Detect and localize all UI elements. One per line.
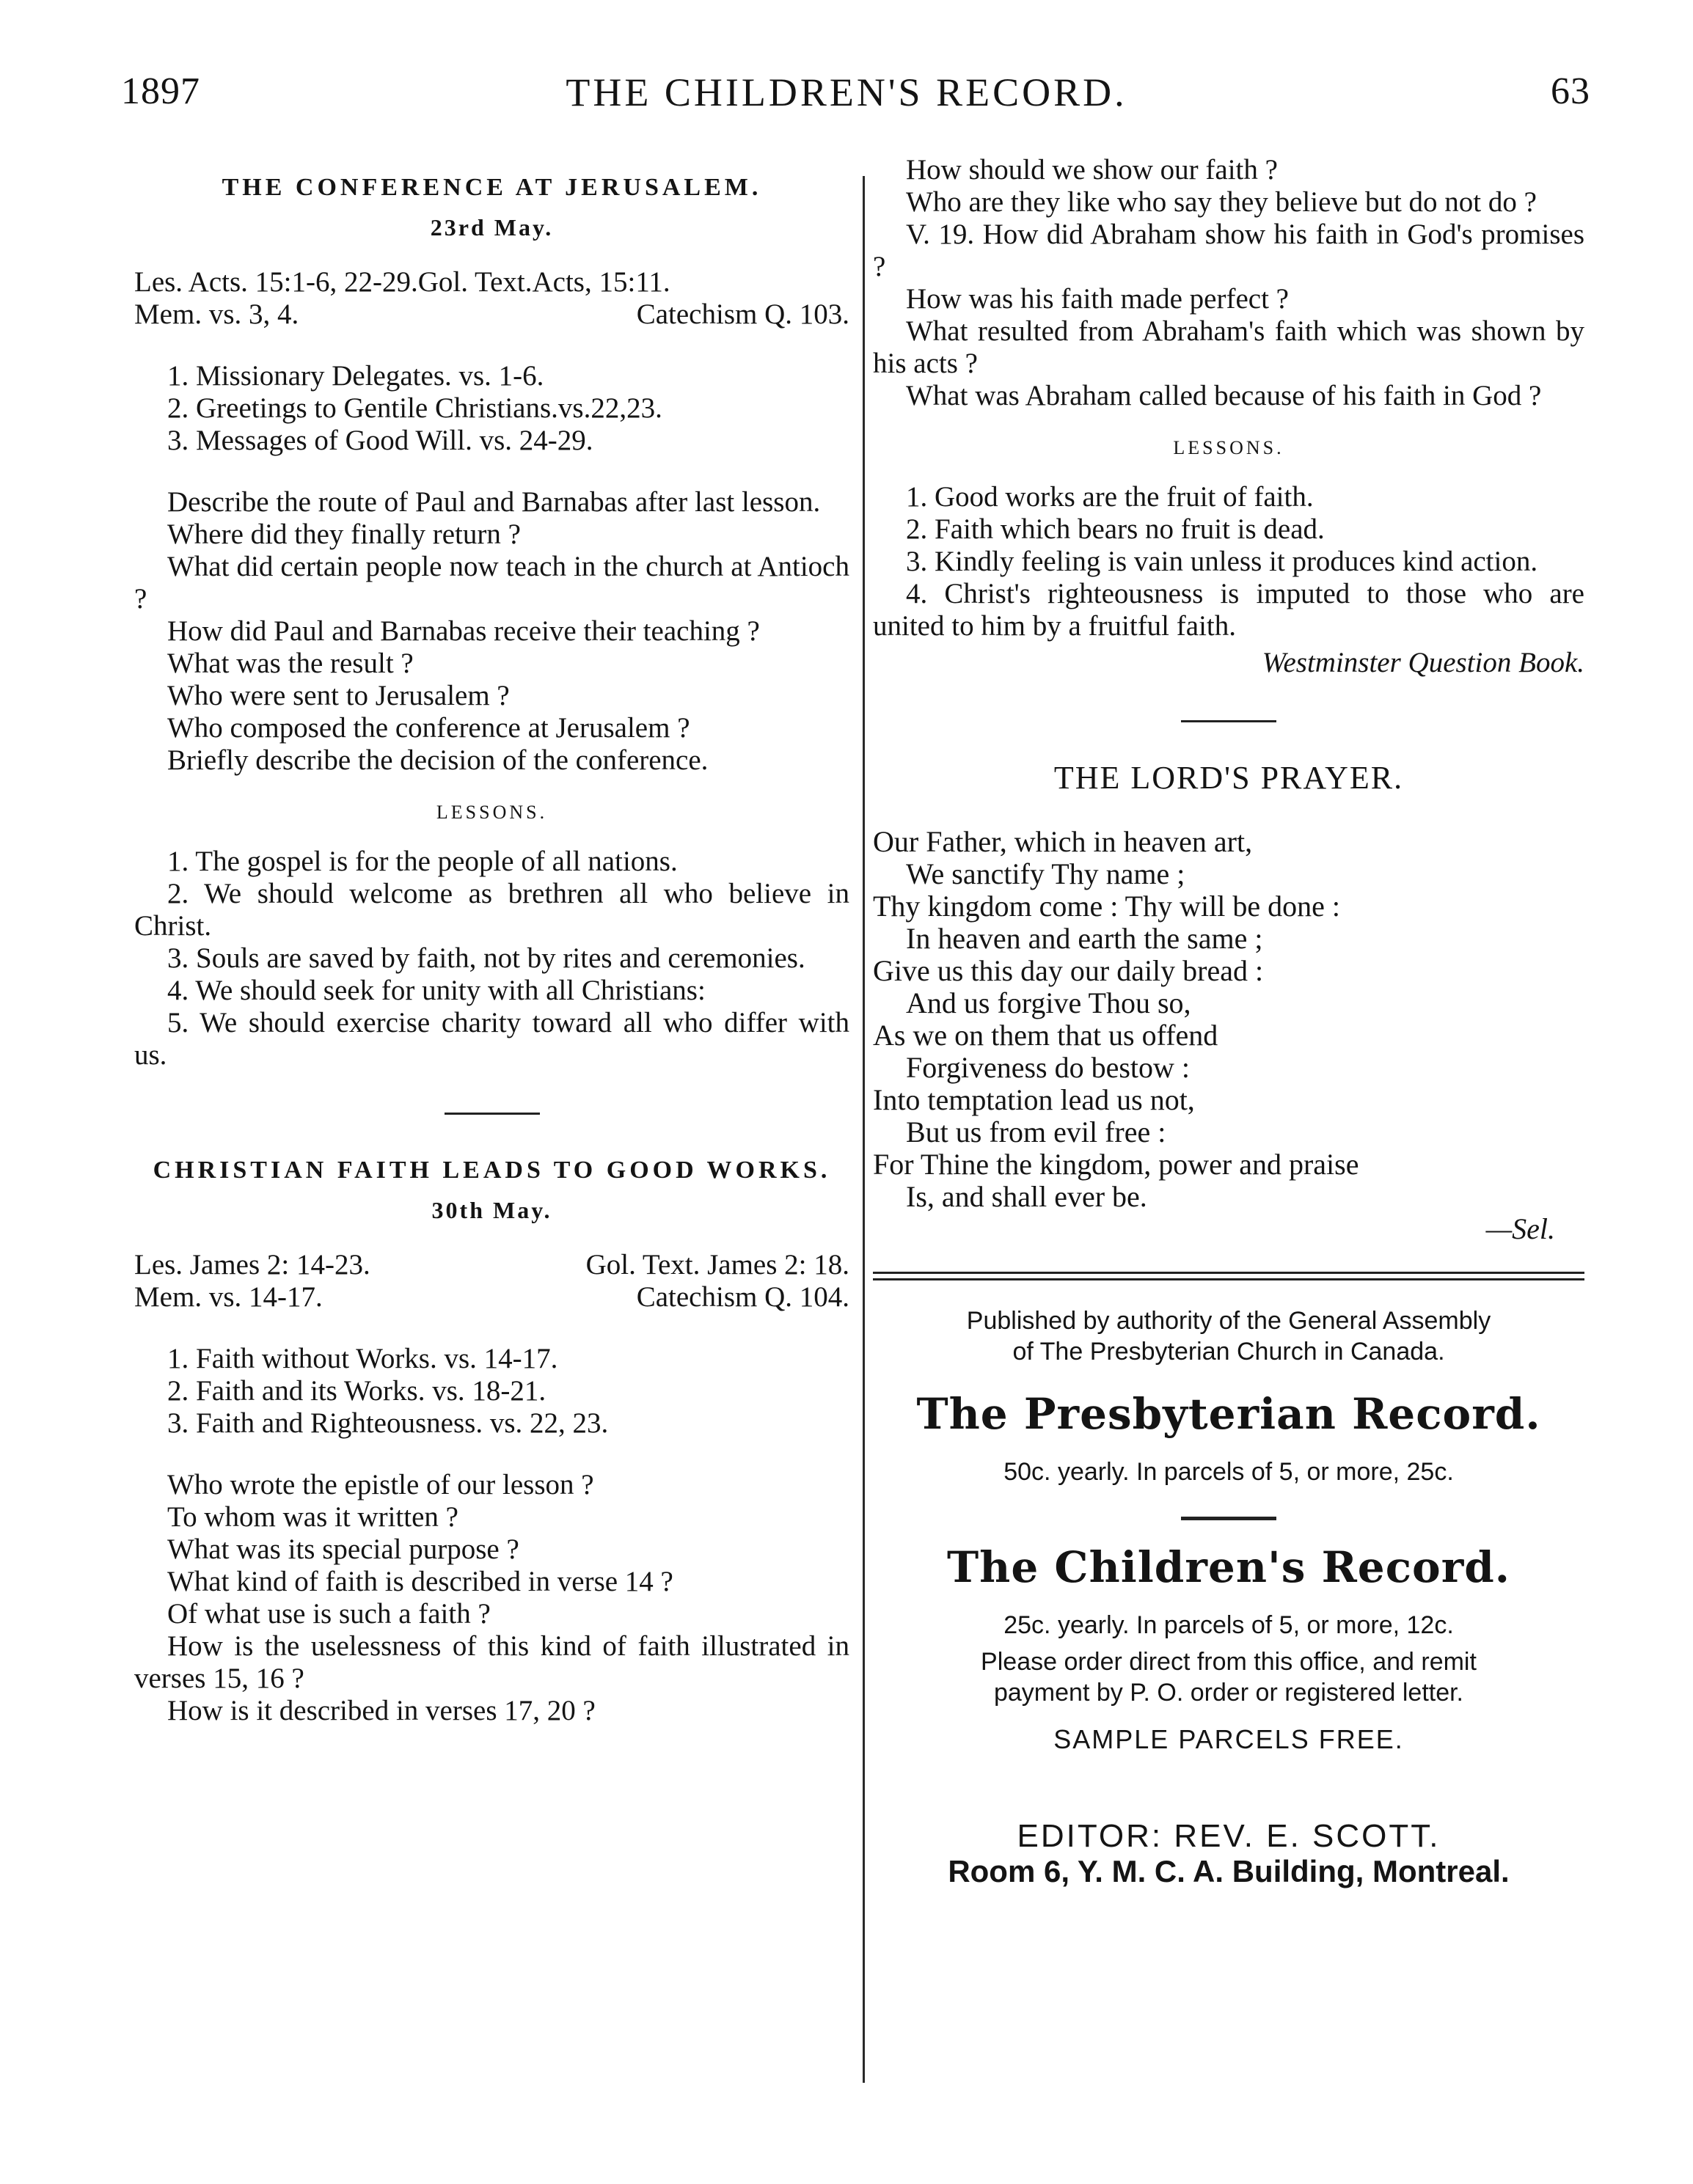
lesson-item: 3. Kindly feeling is vain unless it produces kind action. [906,546,1538,577]
question: What was Abraham called because of his faith in God ? [906,380,1542,411]
order-line: payment by P. O. order or registered letter. [993,1679,1464,1707]
outline-point: 3. Faith and Righteousness. vs. 22, 23. [167,1407,609,1439]
poem-line: We sanctify Thy name ; [906,857,1185,890]
question: Briefly describe the decision of the conference. [167,744,709,776]
question: What did certain people now teach in the church at Antioch ? [134,551,849,615]
section-divider [1181,720,1276,722]
paper-name: The Children's Record. [946,1542,1510,1592]
question: How did Paul and Barnabas receive their teaching ? [167,615,760,647]
question: How is the uselessness of this kind of faith illustrated in verses 15, 16 ? [134,1630,849,1694]
lesson-item: 1. Good works are the fruit of faith. [906,481,1314,513]
lesson-meta-row [134,1281,849,1313]
column-divider [863,176,865,2083]
publisher-line: Published by authority of the General Assembly [966,1307,1491,1335]
outline-point: 3. Messages of Good Will. vs. 24-29. [167,425,593,456]
lesson-item: 3. Souls are saved by faith, not by rites and ceremonies. [167,942,805,974]
lesson-item: 4. We should seek for unity with all Christians: [167,975,706,1006]
question: How is it described in verses 17, 20 ? [167,1695,596,1726]
section-title: CHRISTIAN FAITH LEADS TO GOOD WORKS. [153,1157,831,1184]
outline-point: 1. Missionary Delegates. vs. 1-6. [167,360,544,392]
outline-point: 1. Faith without Works. vs. 14-17. [167,1343,558,1374]
poem-line: But us from evil free : [906,1115,1166,1148]
double-rule [873,1272,1584,1280]
left-column [134,154,849,1727]
memory-verses: Mem. vs. 3, 4. [134,298,299,330]
poem-line: Thy kingdom come : Thy will be done : [873,890,1340,923]
lesson-meta [134,266,849,331]
question: How was his faith made perfect ? [906,283,1289,315]
lesson-meta [134,1249,849,1313]
poem [873,826,1584,1245]
header-page-number: 63 [1551,70,1590,112]
question: Who wrote the epistle of our lesson ? [167,1469,594,1500]
question: V. 19. How did Abraham show his faith in God's promises ? [873,219,1584,282]
poem-line: For Thine the kingdom, power and praise [873,1148,1359,1181]
poem-line: In heaven and earth the same ; [906,922,1263,955]
editor-line: EDITOR: REV. E. SCOTT. [1017,1818,1441,1854]
section-title: THE CONFERENCE AT JERUSALEM. [222,174,762,201]
question: Who are they like who say they believe but do not do ? [906,186,1537,218]
poem-line: Give us this day our daily bread : [873,954,1264,987]
golden-text: Gol. Text. James 2: 18. [585,1249,849,1280]
question: What resulted from Abraham's faith which was shown by his acts ? [873,315,1584,379]
question: What kind of faith is described in verse 14 ? [167,1566,673,1597]
publisher-line: of The Presbyterian Church in Canada. [1012,1338,1445,1366]
lesson-reference: Les. James 2: 14-23. [134,1249,370,1280]
question: Where did they finally return ? [167,518,521,550]
publisher-notice [873,1305,1584,1887]
lesson-item: 1. The gospel is for the people of all nations. [167,846,678,877]
section-date: 23rd May. [430,214,554,241]
question: How should we show our faith ? [906,154,1278,186]
lesson-item: 2. We should welcome as brethren all who believe in Christ. [134,878,849,942]
poem-line: Our Father, which in heaven art, [873,825,1253,858]
catechism-question: Catechism Q. 103. [636,298,849,330]
poem-title: THE LORD'S PRAYER. [1053,760,1404,796]
publisher-divider [1181,1517,1276,1520]
poem-signature: —Sel. [1485,1212,1555,1245]
right-column [873,154,1584,1887]
header-year: 1897 [121,70,200,112]
section-date: 30th May. [431,1197,552,1223]
question: What was its special purpose ? [167,1533,519,1565]
question: What was the result ? [167,648,414,679]
outline-point: 2. Faith and its Works. vs. 18-21. [167,1375,546,1407]
catechism-question: Catechism Q. 104. [636,1281,849,1313]
paper-name: The Presbyterian Record. [916,1389,1541,1439]
page-header [0,0,1693,147]
outline-point: 2. Greetings to Gentile Christians.vs.22,23. [167,392,662,424]
poem-line: Into temptation lead us not, [873,1083,1195,1116]
lessons-heading: LESSONS. [1173,437,1284,458]
poem-line: As we on them that us offend [873,1019,1218,1052]
lesson-meta-line: Les. Acts. 15:1-6, 22-29.Gol. Text.Acts, 15:11. [134,266,670,298]
order-line: Please order direct from this office, and remit [981,1648,1477,1676]
section-divider [445,1113,540,1115]
lesson-item: 4. Christ's righteousness is imputed to those who are united to him by a fruitful faith. [873,578,1584,642]
lesson-item: 5. We should exercise charity toward all who differ with us. [134,1007,849,1071]
poem-line: Forgiveness do bestow : [906,1051,1191,1084]
paper-price: 25c. yearly. In parcels of 5, or more, 12c. [1003,1611,1454,1639]
lessons-heading: LESSONS. [436,802,548,823]
attribution: Westminster Question Book. [1262,647,1584,678]
poem-line: And us forgive Thou so, [906,986,1191,1019]
question: Of what use is such a faith ? [167,1598,491,1630]
poem-line: Is, and shall ever be. [906,1180,1147,1213]
lesson-meta-row [134,1249,849,1281]
question: Who composed the conference at Jerusalem ? [167,712,690,744]
question: To whom was it written ? [167,1501,458,1533]
question: Describe the route of Paul and Barnabas after last lesson. [167,486,821,518]
sample-notice: SAMPLE PARCELS FREE. [1053,1724,1404,1754]
header-title: THE CHILDREN'S RECORD. [566,70,1127,114]
lesson-meta-row [134,298,849,331]
paper-price: 50c. yearly. In parcels of 5, or more, 25c. [1003,1458,1454,1486]
question: Who were sent to Jerusalem ? [167,680,510,711]
memory-verses: Mem. vs. 14-17. [134,1281,323,1313]
address-line: Room 6, Y. M. C. A. Building, Montreal. [948,1854,1510,1888]
lesson-item: 2. Faith which bears no fruit is dead. [906,513,1325,545]
